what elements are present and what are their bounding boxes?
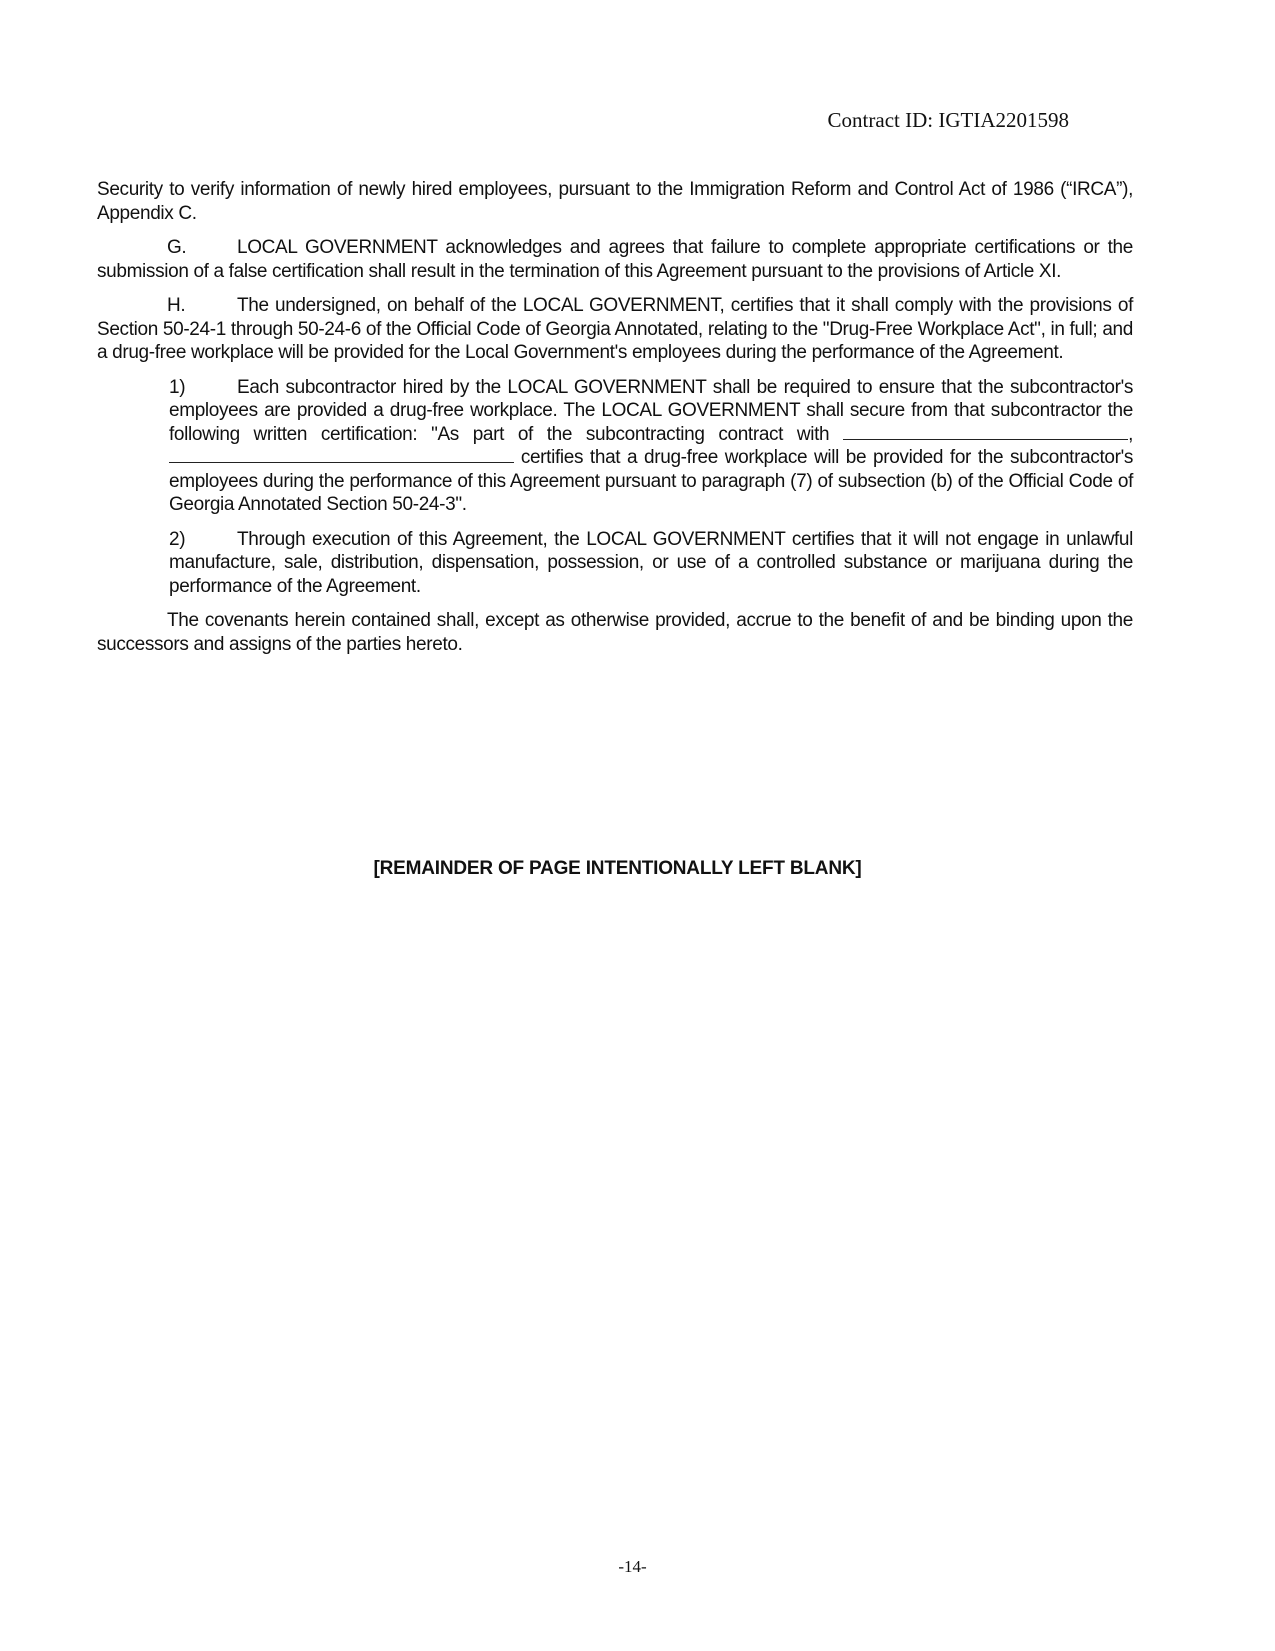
paragraph-h [97,294,1133,365]
paragraph-text: Each subcontractor hired by the LOCAL GOVERNMENT shall be required to ensure that the subcontractor's employees are provided a drug-free workplace. The LOCAL GOVERNMENT shall secure from that subcontractor the following written certification: "As part of the subcontracting contract with [169,376,1133,445]
subparagraph-2 [169,528,1133,599]
paragraph-g [97,236,1133,283]
blank-line-contractor [843,423,1128,440]
paragraph-text: certifies that a drug-free workplace will be provided for the subcontractor's employees during the performance of this Agreement pursuant to paragraph (7) of subsection (b) of the Official Code of Georgia Annotated Section 50-24-3". [169,447,1133,515]
paragraph-text: Through execution of this Agreement, the LOCAL GOVERNMENT certifies that it will not engage in unlawful manufacture, sale, distribution, dispensation, possession, or use of a controlled substance or marijuana during the performance of the Agreement. [169,528,1133,597]
paragraph-label: 2) [169,528,186,550]
paragraph-text: The undersigned, on behalf of the LOCAL GOVERNMENT, certifies that it shall comply with the provisions of Section 50-24-1 through 50-24-6 of the Official Code of Georgia Annotated, relating to the "Drug-Free Workplace Act", in full; and a drug-free workplace will be provided for the Local Government's employees during the performance of the Agreement. [97,295,1133,363]
blank-line-subcontractor [169,446,514,463]
paragraph-continuation: Security to verify information of newly hired employees, pursuant to the Immigration Reform and Control Act of 1986 (“IRCA”), Appendix C. [97,179,1133,224]
paragraph-covenants: The covenants herein contained shall, except as otherwise provided, accrue to the benefit of and be binding upon the successors and assigns of the parties hereto. [97,610,1133,655]
paragraph-text: LOCAL GOVERNMENT acknowledges and agrees that failure to complete appropriate certifications or the submission of a false certification shall result in the termination of this Agreement pursuant to the provisions of Article XI. [97,237,1133,282]
paragraph-label: H. [167,295,186,316]
remainder-blank-notice: [REMAINDER OF PAGE INTENTIONALLY LEFT BLANK] [373,858,862,879]
subparagraph-1 [169,376,1133,517]
paragraph-label: G. [167,237,187,258]
contract-id: Contract ID: IGTIA2201598 [827,108,1069,132]
comma: , [1128,423,1133,445]
paragraph-label: 1) [169,376,186,398]
document-body [97,178,1133,667]
page-number: -14- [618,1557,647,1576]
